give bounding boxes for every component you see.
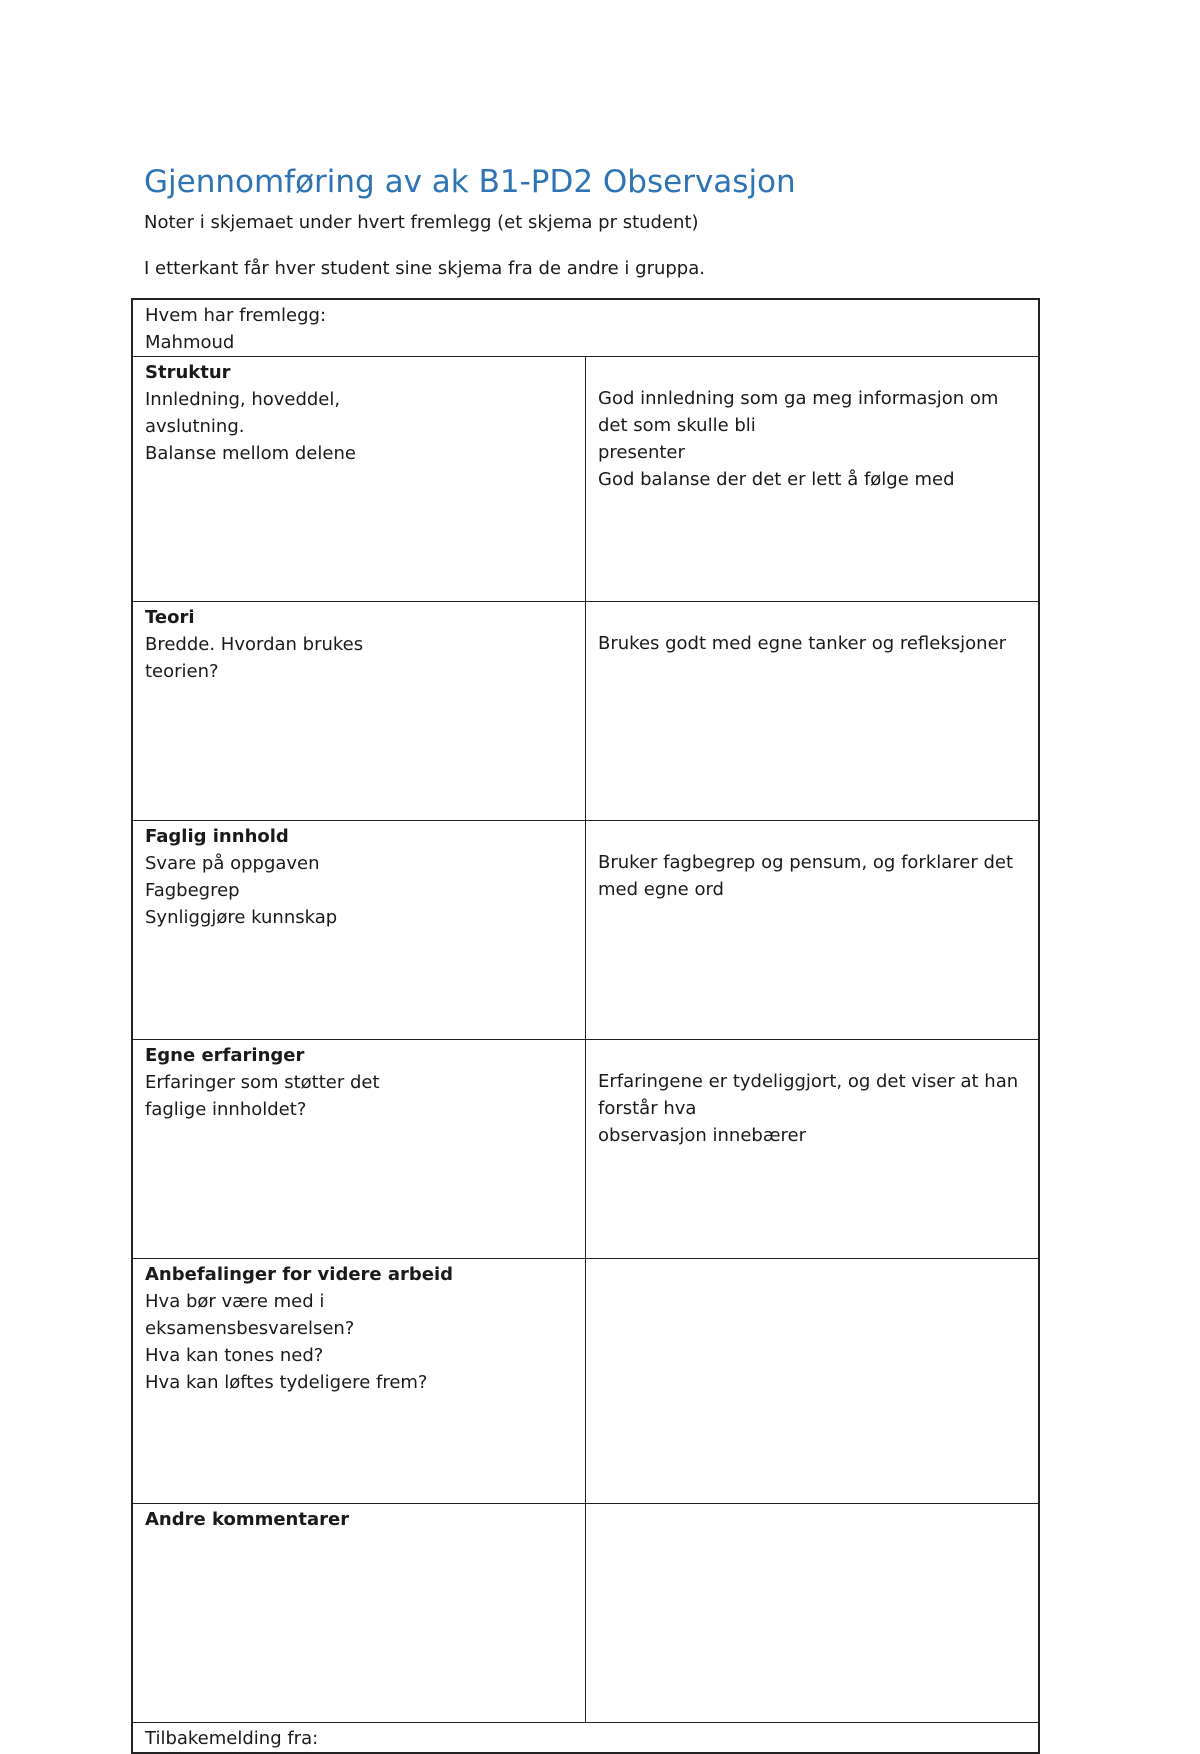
presenter-label: Hvem har fremlegg:	[145, 305, 327, 326]
criteria-cell	[132, 357, 586, 602]
criteria-title: Teori	[145, 607, 195, 628]
criteria-prompt: Fagbegrep	[145, 880, 240, 901]
criteria-title: Faglig innhold	[145, 826, 289, 847]
comment-text: Erfaringene er tydeliggjort, og det viser at han forstår hva	[598, 1071, 1019, 1119]
criteria-cell	[132, 1504, 586, 1723]
presenter-cell[interactable]	[132, 299, 1039, 357]
page-title: Gjennomføring av ak B1-PD2 Observasjon	[144, 164, 796, 200]
form-row-teori	[132, 602, 1039, 821]
form-row-egne-erfaringer	[132, 1040, 1039, 1259]
form-row-andre-kommentarer	[132, 1504, 1039, 1723]
criteria-prompt: Hva kan løftes tydeligere frem?	[145, 1372, 428, 1393]
criteria-title: Struktur	[145, 362, 231, 383]
criteria-prompt: eksamensbesvarelsen?	[145, 1318, 355, 1339]
presenter-row	[132, 299, 1039, 357]
criteria-prompt: Bredde. Hvordan brukes	[145, 634, 364, 655]
criteria-prompt: Synliggjøre kunnskap	[145, 907, 338, 928]
form-row-anbefalinger	[132, 1259, 1039, 1504]
comment-text: Brukes godt med egne tanker og refleksjoner	[598, 633, 1007, 654]
criteria-prompt: Svare på oppgaven	[145, 853, 320, 874]
presenter-name: Mahmoud	[145, 332, 235, 353]
criteria-prompt: Hva kan tones ned?	[145, 1345, 324, 1366]
criteria-prompt: avslutning.	[145, 416, 245, 437]
comment-cell[interactable]	[586, 1259, 1040, 1504]
comment-text: Bruker fagbegrep og pensum, og forklarer det med egne ord	[598, 852, 1014, 900]
intro-instruction: Noter i skjemaet under hvert fremlegg (et skjema pr student)	[144, 212, 699, 233]
comment-cell[interactable]	[586, 602, 1040, 821]
feedback-from-row	[132, 1723, 1039, 1754]
comment-text: observasjon innebærer	[598, 1125, 806, 1146]
feedback-from-label: Tilbakemelding fra:	[145, 1728, 319, 1749]
comment-cell[interactable]	[586, 1040, 1040, 1259]
comment-cell[interactable]	[586, 1504, 1040, 1723]
form-row-struktur	[132, 357, 1039, 602]
comment-text: presenter	[598, 442, 685, 463]
criteria-cell	[132, 1040, 586, 1259]
comment-text: God balanse der det er lett å følge med	[598, 469, 955, 490]
intro-note: I etterkant får hver student sine skjema fra de andre i gruppa.	[144, 258, 705, 279]
observation-form-table	[131, 298, 1040, 1754]
criteria-prompt: Erfaringer som støtter det	[145, 1072, 380, 1093]
feedback-from-cell[interactable]	[132, 1723, 1039, 1754]
criteria-prompt: Balanse mellom delene	[145, 443, 356, 464]
criteria-title: Andre kommentarer	[145, 1509, 350, 1530]
comment-cell[interactable]	[586, 821, 1040, 1040]
criteria-cell	[132, 1259, 586, 1504]
comment-text: God innledning som ga meg informasjon om det som skulle bli	[598, 388, 999, 436]
criteria-prompt: Innledning, hoveddel,	[145, 389, 341, 410]
criteria-prompt: teorien?	[145, 661, 219, 682]
criteria-prompt: faglige innholdet?	[145, 1099, 307, 1120]
criteria-title: Anbefalinger for videre arbeid	[145, 1264, 454, 1285]
criteria-title: Egne erfaringer	[145, 1045, 305, 1066]
criteria-prompt: Hva bør være med i	[145, 1291, 325, 1312]
form-row-faglig-innhold	[132, 821, 1039, 1040]
criteria-cell	[132, 602, 586, 821]
comment-cell[interactable]	[586, 357, 1040, 602]
criteria-cell	[132, 821, 586, 1040]
